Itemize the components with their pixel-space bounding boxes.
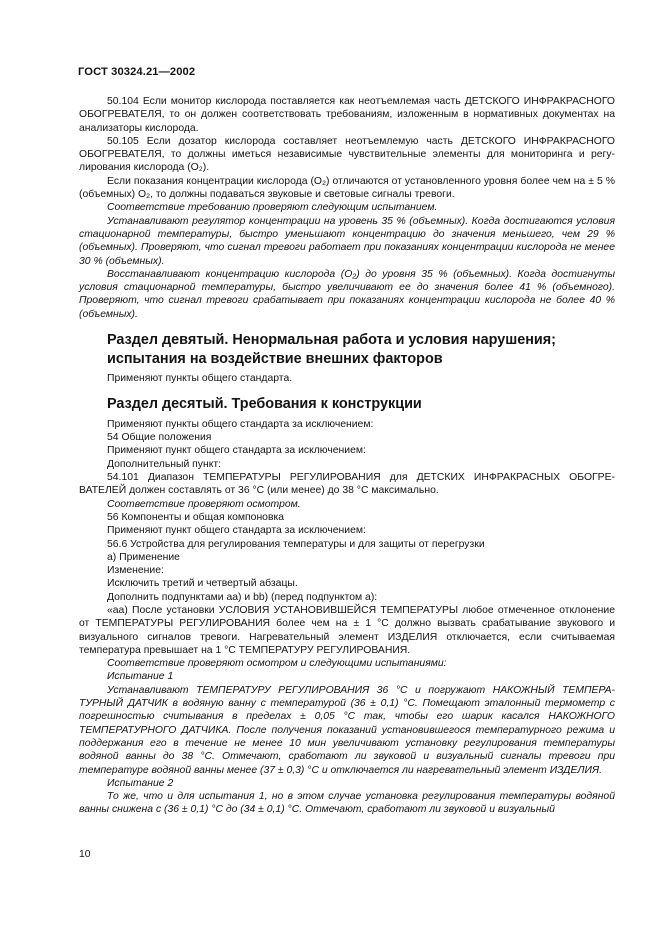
paragraph: Соответствие проверяют осмотром и следующими испытаниями: (107, 658, 447, 670)
document-body (79, 95, 615, 817)
paragraph: Если показания концентрации кислорода (O₂) отличаются от установленного уровня более чем на ± 5 % (объемных) O₂, то должны подаваться звуковые и световые сигналы тревоги. (79, 175, 615, 201)
paragraph: а) Применение (107, 551, 180, 563)
document-header: ГОСТ 30324.21—2002 (78, 66, 196, 78)
page-number: 10 (79, 849, 91, 860)
paragraph: Устанавливают регулятор концентрации на уровень 35 % (объемных). Когда достигаются условия стационарной температуры, быстро уменьшают концентрацию до значения меньшего, чем 29 % (объемных). Проверяют, что сигнал тревоги работает при показаниях концентрации кислорода не менее 30 % (объемных). (79, 215, 615, 267)
paragraph: 56 Компоненты и общая компоновка (107, 511, 285, 523)
paragraph: Применяют пункты общего стандарта. (107, 373, 293, 385)
section-heading: Раздел десятый. Требования к конструкции (107, 396, 422, 413)
paragraph: Применяют пункт общего стандарта за исключением: (107, 525, 366, 537)
paragraph: Соответствие проверяют осмотром. (107, 498, 301, 510)
paragraph: Устанавливают ТЕМПЕРАТУРУ РЕГУЛИРОВАНИЯ 36 °C и погружают НАКОЖНЫЙ ТЕМПЕРАТУРНЫЙ ДАТЧИК в водяную ванну с температурой (36 ± 0,1) °C. Помещают эталонный термометр с погрешностью считывания в пределах ± 0,05 °C так, чтобы его шарик касался НАКОЖНОГО ТЕМПЕРАТУРНОГО ДАТЧИКА. После получения показаний установившегося температурного режима и поддержания его в течение не менее 10 мин увеличивают установку регулирования температуры водяной ванны до 38 °C. Отмечают, сработают ли звуковой и визуальный сигналы тревоги при температуре водяной ванны менее (37 ± 0,3) °C и отключается ли нагревательный элемент ИЗДЕЛИЯ. (79, 684, 615, 776)
paragraph: 50.104 Если монитор кислорода поставляется как неотъемлемая часть ДЕТСКОГО ИНФРАКРАСНОГО ОБОГРЕВАТЕЛЯ, то он должен соответствовать требованиям, изложенным в нормативных документах на анализаторы кислорода. (79, 96, 615, 134)
paragraph: 50.105 Если дозатор кислорода составляет неотъемлемую часть ДЕТСКОГО ИНФРАКРАСНОГО ОБОГРЕВАТЕЛЯ, то должны иметься независимые чувствительные элементы для мониторинга и регулирования кислорода (O₂). (79, 135, 615, 174)
paragraph: Дополнить подпунктами аа) и bb) (перед подпунктом а): (107, 591, 378, 603)
paragraph: Изменение: (107, 565, 164, 577)
paragraph: Применяют пункты общего стандарта за исключением: (107, 418, 374, 430)
paragraph: 54 Общие положения (107, 432, 212, 444)
paragraph: Испытание 1 (107, 671, 174, 683)
paragraph: «аа) После установки УСЛОВИЯ УСТАНОВИВШЕЙСЯ ТЕМПЕРАТУРЫ любое отмеченное отклонение от ТЕМПЕРАТУРЫ РЕГУЛИРОВАНИЯ более чем на ± 1 °C должно вызвать срабатывание звукового и визуального сигналов тревоги. Нагревательный элемент ИЗДЕЛИЯ отключается, если считываемая температура превышает на 1 °C ТЕМПЕРАТУРУ РЕГУЛИРОВАНИЯ. (79, 605, 615, 656)
section-heading: Раздел девятый. Ненормальная работа и условия нарушения; испытания на воздействие внешних факторов (107, 332, 556, 367)
paragraph: 56.6 Устройства для регулирования температуры и для защиты от перегрузки (107, 538, 485, 550)
paragraph: Исключить третий и четвертый абзацы. (107, 578, 298, 590)
paragraph: Дополнительный пункт: (107, 458, 222, 470)
paragraph: То же, что и для испытания 1, но в этом случае установка регулирования температуры водяной ванны снижена с (36 ± 0,1) °C до (34 ± 0,1) °C. Отмечают, сработают ли звуковой и визуальный (79, 791, 615, 816)
paragraph: Соответствие требованию проверяют следующим испытанием. (107, 202, 438, 214)
paragraph: Применяют пункт общего стандарта за исключением: (107, 445, 366, 457)
paragraph: Испытание 2 (107, 777, 174, 789)
paragraph: 54.101 Диапазон ТЕМПЕРАТУРЫ РЕГУЛИРОВАНИЯ для ДЕТСКИХ ИНФРАКРАСНЫХ ОБОГРЕВАТЕЛЕЙ должен составлять от 36 °C (или менее) до 38 °C максимально. (79, 472, 615, 497)
paragraph: Восстанавливают концентрацию кислорода (O₂) до уровня 35 % (объемных). Когда достигнуты условия стационарной температуры, быстро увеличивают ее до значения более 41 % (объемного). Проверяют, что сигнал тревоги срабатывает при показаниях концентрации кислорода не более 40 % (объемных). (79, 268, 615, 320)
